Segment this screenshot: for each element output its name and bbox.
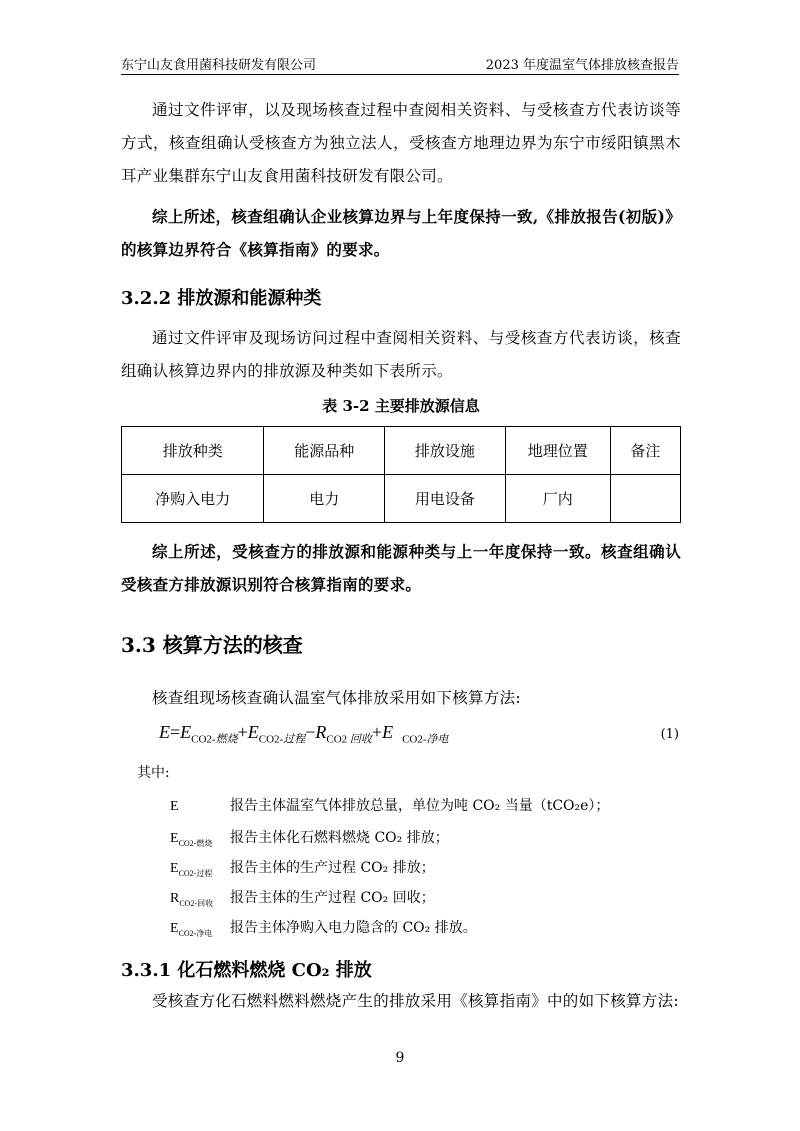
- table-cell: 净购入电力: [122, 475, 264, 523]
- formula-subscript: 净电: [426, 733, 449, 746]
- formula-subscript: CO2: [326, 733, 350, 746]
- definitions-label: 其中:: [137, 765, 170, 781]
- formula-operator: +: [371, 722, 383, 742]
- definition-row: [170, 857, 435, 879]
- definition-row: [170, 887, 435, 909]
- formula-subscript: CO2-: [258, 733, 284, 746]
- definition-symbol-letter: E: [170, 861, 179, 876]
- page-header: [121, 54, 679, 75]
- table-caption: 表 3-2 主要排放源信息: [322, 397, 480, 415]
- definition-symbol-subscript: CO2-过程: [178, 868, 213, 878]
- section-heading-3-2-2: 3.2.2 排放源和能源种类: [121, 288, 322, 309]
- definition-symbol-letter: R: [170, 891, 180, 906]
- definition-row: [170, 917, 477, 939]
- table-header-cell: 地理位置: [505, 427, 610, 475]
- formula-symbol: E: [180, 722, 192, 742]
- definition-text: 报告主体的生产过程 CO₂ 回收；: [230, 890, 435, 906]
- formula-symbol: R: [315, 722, 327, 742]
- header-company: 东宁山友食用菌科技研发有限公司: [121, 58, 317, 73]
- formula-subscript: 过程: [283, 733, 306, 746]
- definition-row: [170, 795, 609, 816]
- formula-symbol: E: [247, 722, 259, 742]
- section-heading-3-3: 3.3 核算方法的核查: [121, 633, 303, 657]
- table-header-cell: 备注: [610, 427, 680, 475]
- section-heading-3-3-1: 3.3.1 化石燃料燃烧 CO₂ 排放: [121, 960, 372, 981]
- definition-text: 报告主体化石燃料燃烧 CO₂ 排放；: [230, 830, 449, 846]
- definition-symbol: [170, 921, 230, 939]
- paragraph-boundary-conclusion: 综上所述，核查组确认企业核算边界与上年度保持一致,《排放报告(初版)》的核算边界符合《核算指南》的要求。: [121, 207, 681, 259]
- formula-subscript: CO2-: [191, 733, 216, 746]
- definition-symbol: [170, 891, 230, 909]
- definition-symbol-subscript: CO2-回收: [179, 898, 214, 908]
- table-cell: 用电设备: [385, 475, 506, 523]
- paragraph-fossil-method: 受核查方化石燃料燃料燃烧产生的排放采用《核算指南》中的如下核算方法:: [152, 992, 679, 1010]
- definition-text: 报告主体温室气体排放总量，单位为吨 CO₂ 当量（tCO₂e）；: [230, 798, 610, 814]
- formula-symbol: E: [159, 722, 170, 742]
- definition-symbol-letter: E: [170, 921, 179, 936]
- formula-operator: +: [237, 722, 248, 742]
- formula-subscript: 燃烧: [215, 733, 238, 746]
- table-cell: [610, 475, 680, 523]
- definition-row: [170, 827, 449, 849]
- definition-symbol-letter: E: [170, 799, 179, 814]
- emission-source-table: [121, 426, 681, 523]
- paragraph-method-intro: 核查组现场核查确认温室气体排放采用如下核算方法:: [152, 689, 521, 707]
- definition-symbol: [170, 799, 230, 816]
- equation-number: (1): [660, 727, 679, 742]
- definition-symbol: [170, 831, 230, 849]
- definition-symbol-letter: E: [170, 831, 179, 846]
- definition-symbol-subscript: CO2-净电: [178, 928, 213, 938]
- page-number: 9: [395, 1050, 405, 1066]
- table-cell: 厂内: [505, 475, 610, 523]
- definition-text: 报告主体的生产过程 CO₂ 排放；: [230, 860, 435, 876]
- table-header-row: [122, 427, 681, 475]
- emission-formula: [159, 722, 449, 747]
- table-row: [122, 475, 681, 523]
- formula-operator: −: [305, 722, 316, 742]
- paragraph-sources: 通过文件评审及现场访问过程中查阅相关资料、与受核查方代表访谈，核查组确认核算边界内的排放源及种类如下表所示。: [121, 329, 681, 380]
- paragraph-sources-conclusion: 综上所述，受核查方的排放源和能源种类与上一年度保持一致。核查组确认受核查方排放源识别符合核算指南的要求。: [121, 542, 681, 594]
- definition-symbol-subscript: CO2-燃烧: [178, 838, 213, 848]
- definition-text: 报告主体净购入电力隐含的 CO₂ 排放。: [230, 920, 477, 936]
- paragraph-boundary: 通过文件评审，以及现场核查过程中查阅相关资料、与受核查方代表访谈等方式，核查组确认受核查方为独立法人，受核查方地理边界为东宁市绥阳镇黑木耳产业集群东宁山友食用菌科技研发有限公司。: [121, 101, 681, 185]
- formula-subscript: 回收: [349, 733, 372, 746]
- formula-symbol: E: [382, 722, 394, 742]
- table-header-cell: 排放种类: [122, 427, 264, 475]
- formula-operator: =: [170, 722, 181, 742]
- definition-symbol: [170, 861, 230, 879]
- table-header-cell: 能源品种: [264, 427, 385, 475]
- header-report-title: 2023 年度温室气体排放核查报告: [485, 58, 679, 73]
- table-cell: 电力: [264, 475, 385, 523]
- formula-subscript: CO2-: [402, 733, 427, 746]
- table-header-cell: 排放设施: [385, 427, 506, 475]
